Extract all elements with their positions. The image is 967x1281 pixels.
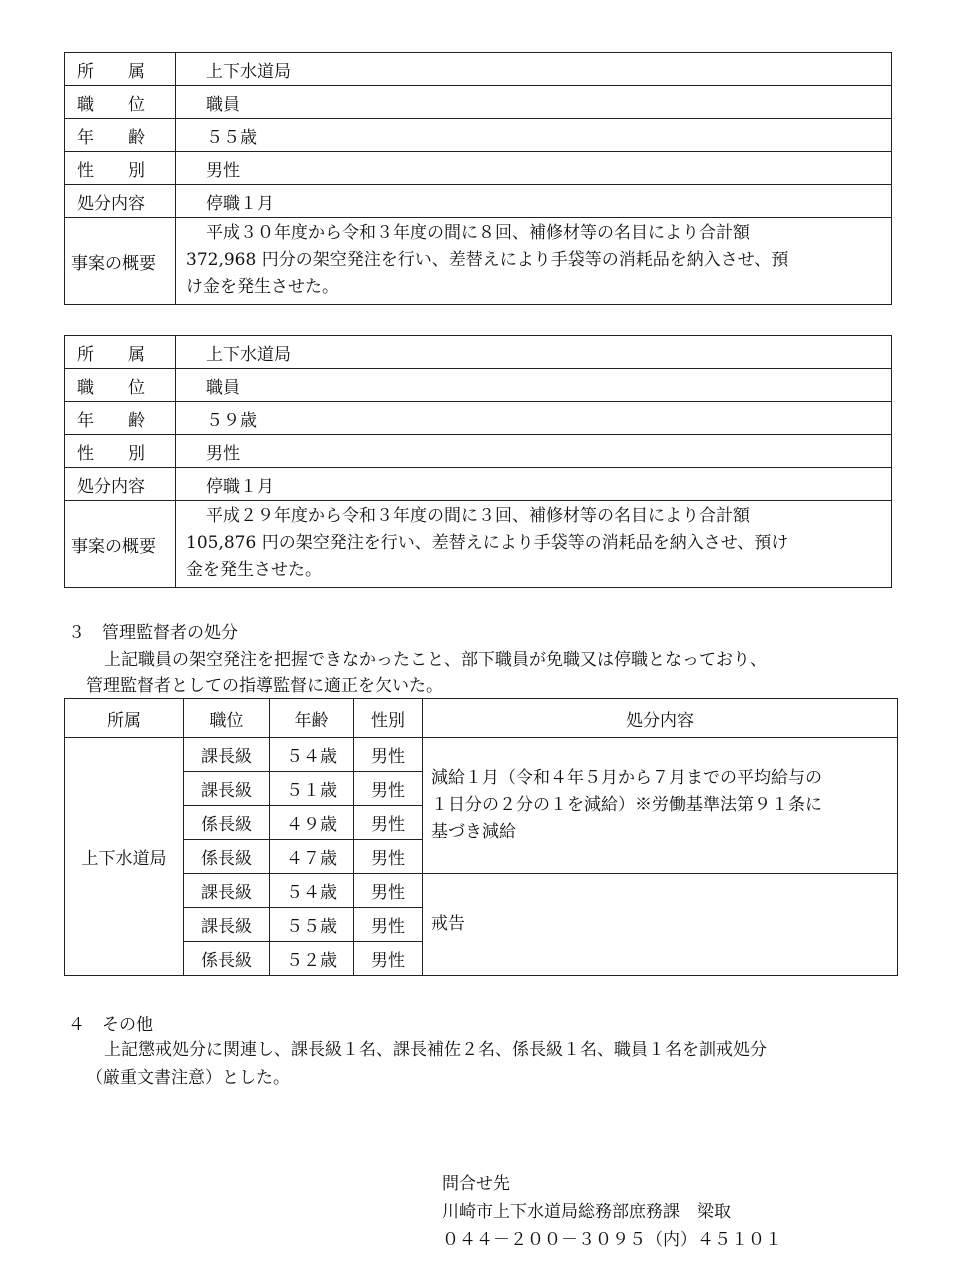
gender-cell: 男性	[354, 772, 423, 806]
disposition-a-line-1: 減給１月（令和４年５月から７月までの平均給与の	[431, 768, 822, 788]
affiliation-cell: 上下水道局	[65, 738, 184, 976]
summary-line-3: け金を発生させた。	[186, 277, 339, 297]
header-position: 職位	[184, 699, 270, 738]
contact-label: 問合せ先	[442, 1174, 510, 1194]
age-value: ５９歳	[176, 402, 892, 435]
penalty-label: 処分内容	[65, 468, 176, 501]
table-row	[65, 738, 898, 772]
gender-label: 性 別	[65, 152, 176, 185]
case-1-table	[64, 52, 892, 305]
position-cell: 係長級	[184, 942, 270, 976]
gender-cell: 男性	[354, 738, 423, 772]
section-3-para-line-1: 上記職員の架空発注を把握できなかったこと、部下職員が免職又は停職となっており、	[104, 650, 767, 670]
header-age: 年齢	[270, 699, 354, 738]
position-cell: 係長級	[184, 806, 270, 840]
gender-cell: 男性	[354, 908, 423, 942]
position-cell: 課長級	[184, 874, 270, 908]
gender-cell: 男性	[354, 874, 423, 908]
age-cell: ５５歳	[270, 908, 354, 942]
contact-department: 川崎市上下水道局総務部庶務課 梁取	[442, 1202, 731, 1222]
position-cell: 係長級	[184, 840, 270, 874]
position-label: 職 位	[65, 86, 176, 119]
header-gender: 性別	[354, 699, 423, 738]
summary-line-1: 平成２９年度から令和３年度の間に３回、補修材等の名目により合計額	[206, 506, 750, 526]
position-cell: 課長級	[184, 908, 270, 942]
age-cell: ４７歳	[270, 840, 354, 874]
header-affiliation: 所属	[65, 699, 184, 738]
section-4-para-line-2: （厳重文書注意）とした。	[86, 1068, 290, 1088]
table-row	[65, 874, 898, 908]
manager-disposition-table	[64, 698, 898, 976]
age-cell: ５２歳	[270, 942, 354, 976]
gender-value: 男性	[176, 435, 892, 468]
summary-line-2: 105,876 円の架空発注を行い、差替えにより手袋等の消耗品を納入させ、預け	[186, 533, 789, 553]
summary-label: 事案の概要	[65, 218, 176, 305]
case-2-table	[64, 335, 892, 588]
gender-label: 性 別	[65, 435, 176, 468]
summary-label: 事案の概要	[65, 501, 176, 588]
disposition-b-cell: 戒告	[423, 874, 898, 976]
disposition-a-cell	[423, 738, 898, 874]
position-value: 職員	[176, 86, 892, 119]
age-cell: ５１歳	[270, 772, 354, 806]
age-cell: ５４歳	[270, 738, 354, 772]
section-3-heading: ３ 管理監督者の処分	[68, 623, 238, 643]
gender-cell: 男性	[354, 942, 423, 976]
summary-line-3: 金を発生させた。	[186, 560, 322, 580]
penalty-value: 停職１月	[176, 468, 892, 501]
section-3-para-line-2: 管理監督者としての指導監督に適正を欠いた。	[86, 676, 443, 696]
section-4-para-line-1: 上記懲戒処分に関連し、課長級１名、課長補佐２名、係長級１名、職員１名を訓戒処分	[104, 1040, 767, 1060]
age-label: 年 齢	[65, 119, 176, 152]
age-cell: ４９歳	[270, 806, 354, 840]
summary-value	[176, 218, 892, 305]
contact-phone: ０４４－２００－３０９５（内）４５１０１	[442, 1230, 782, 1250]
position-label: 職 位	[65, 369, 176, 402]
position-cell: 課長級	[184, 738, 270, 772]
affiliation-value: 上下水道局	[176, 53, 892, 86]
penalty-label: 処分内容	[65, 185, 176, 218]
age-cell: ５４歳	[270, 874, 354, 908]
disposition-a-line-2: １日分の２分の１を減給）※労働基準法第９１条に	[431, 795, 822, 815]
position-value: 職員	[176, 369, 892, 402]
gender-cell: 男性	[354, 806, 423, 840]
affiliation-label: 所 属	[65, 336, 176, 369]
summary-value	[176, 501, 892, 588]
age-value: ５５歳	[176, 119, 892, 152]
header-disposition: 処分内容	[423, 699, 898, 738]
section-4-heading: ４ その他	[68, 1015, 153, 1035]
gender-value: 男性	[176, 152, 892, 185]
affiliation-label: 所 属	[65, 53, 176, 86]
gender-cell: 男性	[354, 840, 423, 874]
penalty-value: 停職１月	[176, 185, 892, 218]
summary-line-1: 平成３０年度から令和３年度の間に８回、補修材等の名目により合計額	[206, 223, 750, 243]
affiliation-value: 上下水道局	[176, 336, 892, 369]
age-label: 年 齢	[65, 402, 176, 435]
summary-line-2: 372,968 円分の架空発注を行い、差替えにより手袋等の消耗品を納入させ、預	[186, 250, 789, 270]
disposition-a-line-3: 基づき減給	[431, 822, 516, 842]
position-cell: 課長級	[184, 772, 270, 806]
